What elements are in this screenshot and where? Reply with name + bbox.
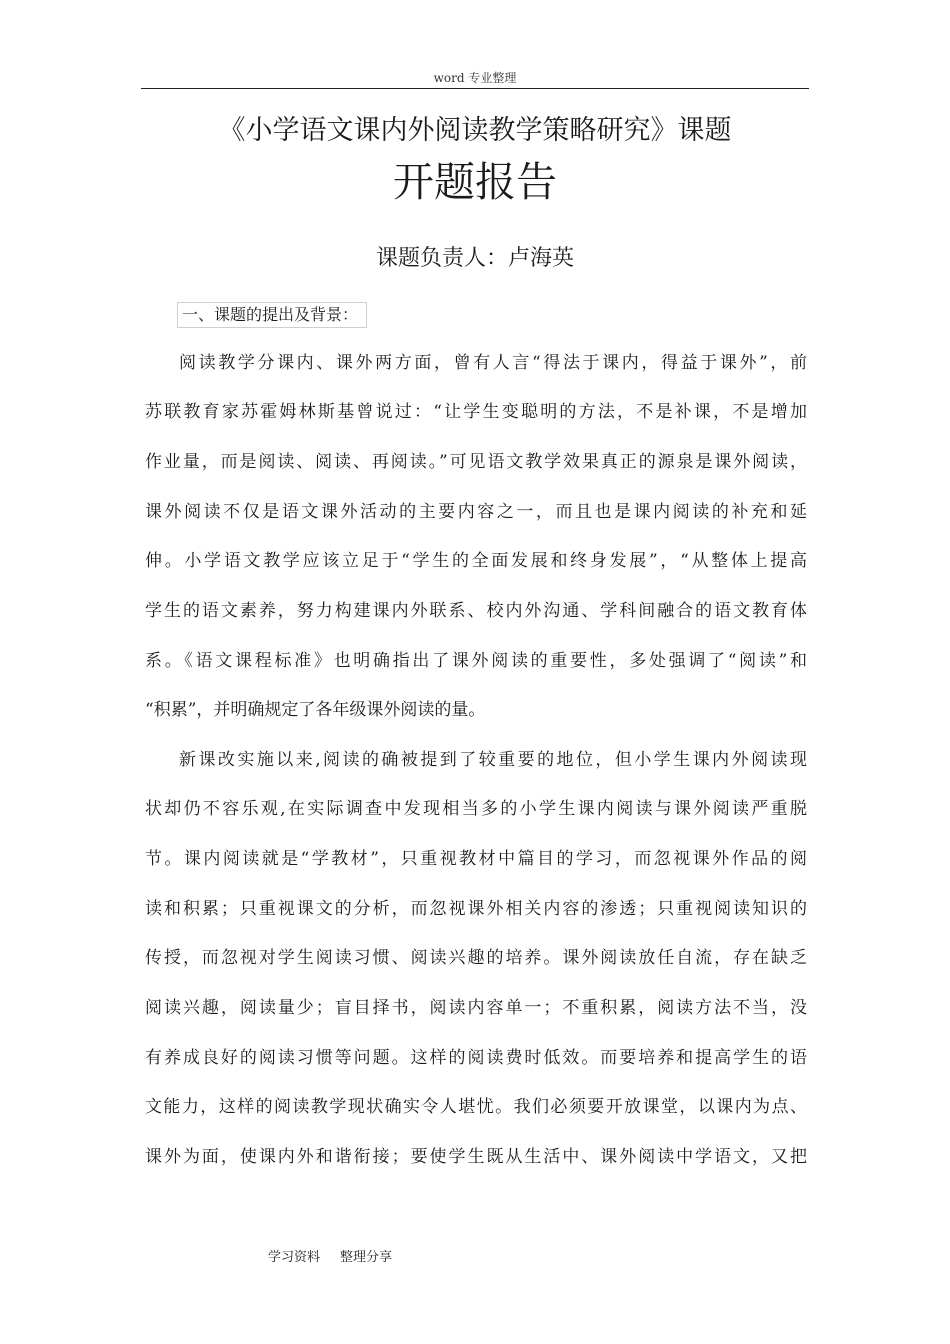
- document-subtitle: 开题报告: [393, 158, 557, 206]
- page-header: [141, 70, 809, 89]
- paragraph-line: 读和积累；只重视课文的分析，而忽视课外相关内容的渗透；只重视阅读知识的: [145, 899, 807, 919]
- paragraph-line: 作业量，而是阅读、阅读、再阅读。”可见语文教学效果真正的源泉是课外阅读，: [145, 452, 807, 472]
- section-heading: 一、课题的提出及背景：: [177, 302, 367, 328]
- paragraph-line: 伸。小学语文教学应该立足于“学生的全面发展和终身发展”，“从整体上提高: [145, 551, 807, 571]
- paragraph-line: 新课改实施以来,阅读的确被提到了较重要的地位，但小学生课内外阅读现: [179, 750, 807, 770]
- header-text: word 专业整理: [433, 71, 517, 85]
- paragraph-line: 阅读教学分课内、课外两方面，曾有人言“得法于课内，得益于课外”，前: [179, 353, 807, 373]
- paragraph-line: 课外为面，使课内外和谐衔接；要使学生既从生活中、课外阅读中学语文，又把: [145, 1147, 807, 1167]
- page-footer: [268, 1249, 392, 1267]
- paragraph-line: 状却仍不容乐观,在实际调查中发现相当多的小学生课内阅读与课外阅读严重脱: [145, 799, 807, 819]
- footer-left-text: 学习资料: [268, 1250, 321, 1265]
- footer-right-text: 整理分享: [340, 1250, 393, 1265]
- document-title: 《小学语文课内外阅读教学策略研究》课题: [218, 115, 732, 146]
- paragraph-line: 文能力，这样的阅读教学现状确实令人堪忧。我们必须要开放课堂，以课内为点、: [145, 1097, 807, 1117]
- author-line: 课题负责人：卢海英: [375, 246, 574, 271]
- paragraph-line: 学生的语文素养，努力构建课内外联系、校内外沟通、学科间融合的语文教育体: [145, 601, 807, 621]
- paragraph-line: 系。《语文课程标准》也明确指出了课外阅读的重要性，多处强调了“阅读”和: [145, 651, 807, 671]
- paragraph-line: 传授，而忽视对学生阅读习惯、阅读兴趣的培养。课外阅读放任自流，存在缺乏: [145, 948, 807, 968]
- paragraph-line: 课外阅读不仅是语文课外活动的主要内容之一，而且也是课内阅读的补充和延: [145, 502, 807, 522]
- paragraph-line: 阅读兴趣，阅读量少；盲目择书，阅读内容单一；不重积累，阅读方法不当，没: [145, 998, 807, 1018]
- paragraph-line: 有养成良好的阅读习惯等问题。这样的阅读费时低效。而要培养和提高学生的语: [145, 1048, 807, 1068]
- paragraph-line: “积累”，并明确规定了各年级课外阅读的量。: [145, 700, 486, 720]
- paragraph-line: 节。课内阅读就是“学教材”，只重视教材中篇目的学习，而忽视课外作品的阅: [145, 849, 807, 869]
- paragraph-line: 苏联教育家苏霍姆林斯基曾说过：“让学生变聪明的方法，不是补课，不是增加: [145, 402, 807, 422]
